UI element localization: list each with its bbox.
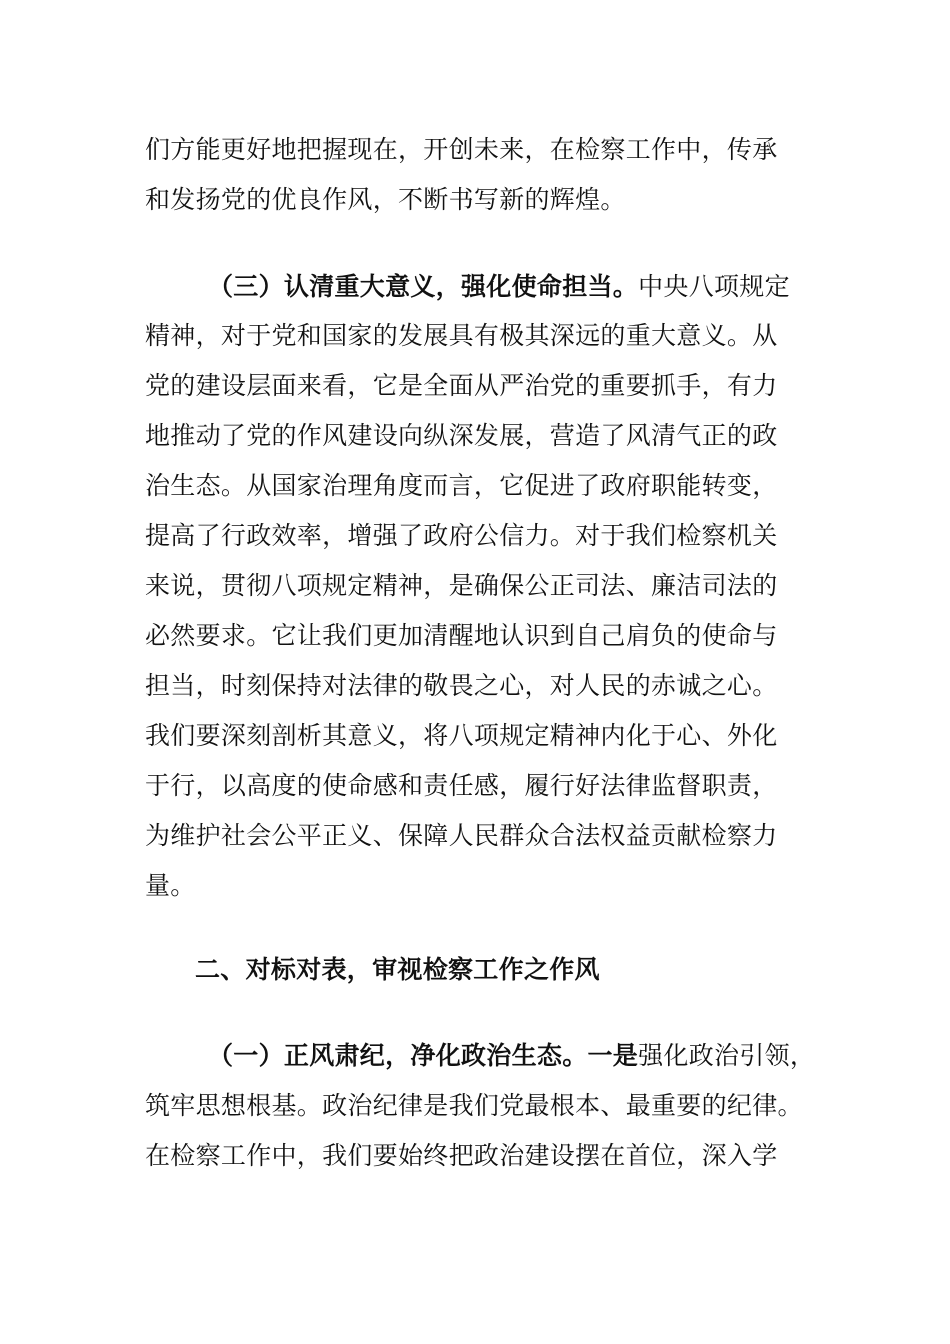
paragraph-line: 和发扬党的优良作风，不断书写新的辉煌。 xyxy=(145,185,626,214)
paragraph-lead-line xyxy=(208,1031,815,1081)
paragraph-line: 我们要深刻剖析其意义，将八项规定精神内化于心、外化 xyxy=(145,721,778,750)
paragraph-line: 治生态。从国家治理角度而言，它促进了政府职能转变， xyxy=(145,471,778,500)
lead-text: 中央八项规定 xyxy=(638,272,790,301)
paragraph-line: 量。 xyxy=(145,871,196,900)
paragraph-line: 党的建设层面来看，它是全面从严治党的重要抓手，有力 xyxy=(145,371,778,400)
paragraph-line: 于行，以高度的使命感和责任感，履行好法律监督职责， xyxy=(145,771,778,800)
paragraph-line: 们方能更好地把握现在，开创未来，在检察工作中，传承 xyxy=(145,135,778,164)
paragraph-line: 提高了行政效率，增强了政府公信力。对于我们检察机关 xyxy=(145,521,778,550)
paragraph-line: 为维护社会公平正义、保障人民群众合法权益贡献检察力 xyxy=(145,821,778,850)
paragraph-line: 在检察工作中，我们要始终把政治建设摆在首位，深入学 xyxy=(145,1141,778,1170)
paragraph-line: 来说，贯彻八项规定精神，是确保公正司法、廉洁司法的 xyxy=(145,571,778,600)
paragraph-line: 担当，时刻保持对法律的敬畏之心，对人民的赤诚之心。 xyxy=(145,671,778,700)
lead-text: 强化政治引领， xyxy=(638,1041,816,1070)
subsection-title: （三）认清重大意义，强化使命担当。 xyxy=(208,272,639,301)
paragraph-line: 必然要求。它让我们更加清醒地认识到自己肩负的使命与 xyxy=(145,621,778,650)
paragraph-line: 地推动了党的作风建设向纵深发展，营造了风清气正的政 xyxy=(145,421,778,450)
paragraph-line: 筑牢思想根基。政治纪律是我们党最根本、最重要的纪律。 xyxy=(145,1091,803,1120)
subsection-title: （一）正风肃纪，净化政治生态。一是 xyxy=(208,1041,639,1070)
paragraph-lead-line xyxy=(208,262,790,312)
section-heading: 二、对标对表，审视检察工作之作风 xyxy=(195,955,600,984)
paragraph-line: 精神，对于党和国家的发展具有极其深远的重大意义。从 xyxy=(145,321,778,350)
